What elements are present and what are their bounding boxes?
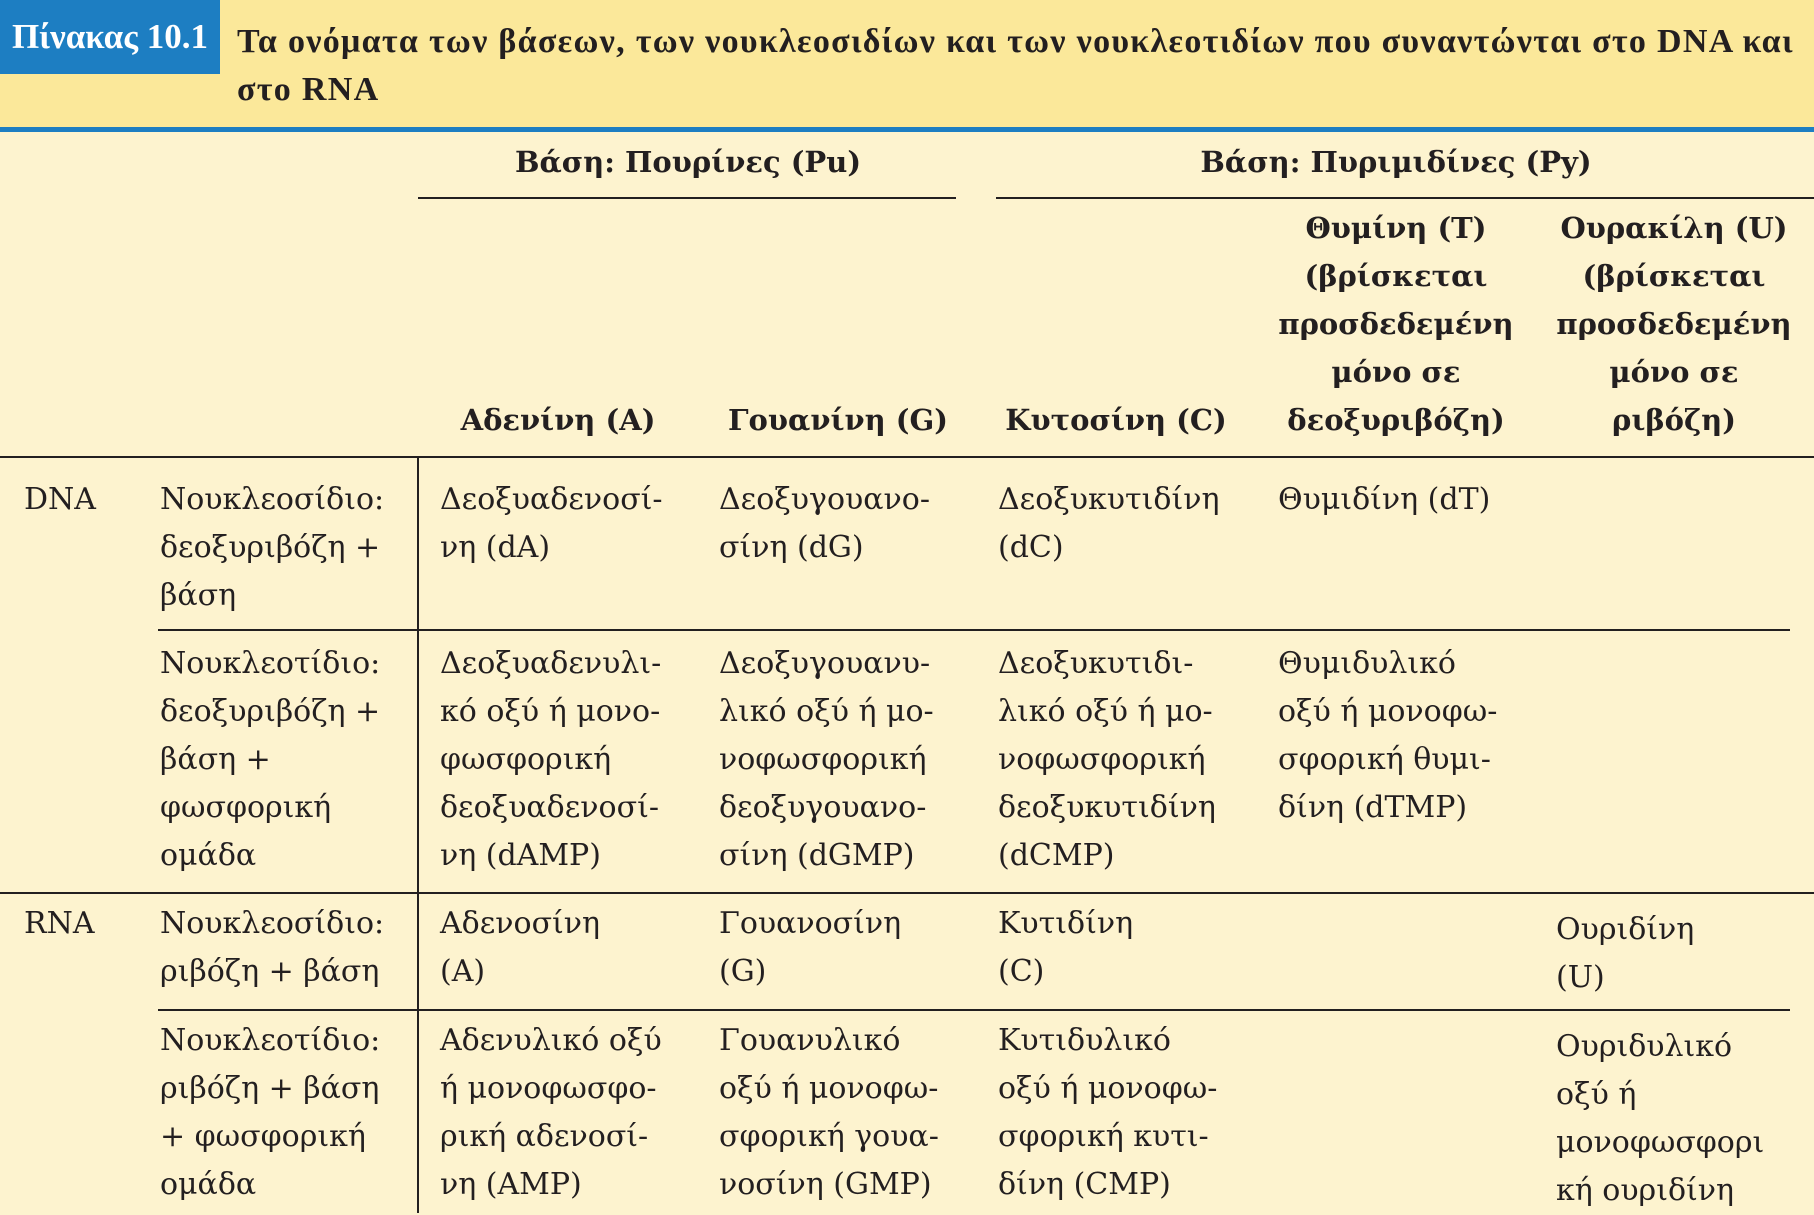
rna-nucleoside-adenine: Αδενοσίνη (A) <box>440 906 601 989</box>
dna-nucleotide-thymine: Θυμιδυλικό οξύ ή μονοφω- σφορική θυμι- δίνη (dTMP) <box>1278 646 1498 825</box>
rna-nucleoside-guanine: Γουανοσίνη (G) <box>719 906 902 989</box>
dna-nucleotide-cytosine: Δεοξυκυτιδι- λικό οξύ ή μο- νοφωσφορική δεοξυκυτιδίνη (dCMP) <box>998 646 1216 873</box>
column-header-cytosine: Κυτοσίνη (C) <box>1005 403 1227 437</box>
rna-nucleotide-cytosine: Κυτιδυλικό οξύ ή μονοφω- σφορική κυτι- δίνη (CMP) <box>998 1023 1218 1202</box>
table-title: Τα ονόματα των βάσεων, των νουκλεοσιδίων και των νουκλεοτιδίων που συναντώνται στο DNA και στο RNA <box>237 23 1794 108</box>
dna-nucleoside-guanine: Δεοξυγουανο- σίνη (dG) <box>719 482 930 565</box>
row-label-dna: DNA <box>24 482 96 517</box>
pyrimidines-group-underline <box>996 197 1814 199</box>
rna-inner-rule <box>158 1009 1790 1011</box>
dna-rna-divider <box>0 892 1814 894</box>
dna-nucleoside-description: Νουκλεοσίδιο: δεοξυριβόζη + βάση <box>160 482 385 613</box>
rna-nucleotide-adenine: Αδενυλικό οξύ ή μονοφωσφο- ρική αδενοσί- νη (AMP) <box>440 1023 662 1202</box>
column-header-guanine: Γουανίνη (G) <box>727 403 949 437</box>
purines-group-heading: Βάση: Πουρίνες (Pu) <box>514 145 862 179</box>
dna-inner-rule <box>158 629 1790 631</box>
rna-nucleotide-uracil: Ουριδυλικό οξύ ή μονοφωσφορι κή ουριδίνη <box>1556 1029 1765 1208</box>
column-header-adenine: Αδενίνη (A) <box>460 403 656 437</box>
rna-nucleoside-cytosine: Κυτιδίνη (C) <box>998 906 1134 989</box>
rna-nucleotide-description: Νουκλεοτίδιο: ριβόζη + βάση + φωσφορική ομάδα <box>160 1023 381 1202</box>
dna-nucleoside-adenine: Δεοξυαδενοσί- νη (dA) <box>440 482 663 565</box>
dna-nucleoside-cytosine: Δεοξυκυτιδίνη (dC) <box>998 482 1220 565</box>
column-header-thymine: Θυμίνη (T) (βρίσκεται προσδεδεμένη μόνο σε δεοξυριβόζη) <box>1278 211 1514 437</box>
dna-nucleotide-description: Νουκλεοτίδιο: δεοξυριβόζη + βάση + φωσφορική ομάδα <box>160 646 381 873</box>
dna-nucleoside-thymine: Θυμιδίνη (dT) <box>1278 482 1491 517</box>
row-label-rna: RNA <box>24 906 95 941</box>
row-header-divider <box>417 456 419 1213</box>
rna-nucleotide-guanine: Γουανυλικό οξύ ή μονοφω- σφορική γουα- νοσίνη (GMP) <box>719 1023 939 1202</box>
pyrimidines-group-heading: Βάση: Πυριμιδίνες (Py) <box>1200 145 1592 179</box>
header-bottom-rule <box>0 456 1814 458</box>
dna-nucleotide-adenine: Δεοξυαδενυλι- κό οξύ ή μονο- φωσφορική δεοξυαδενοσί- νη (dAMP) <box>440 646 662 873</box>
rna-nucleoside-description: Νουκλεοσίδιο: ριβόζη + βάση <box>160 906 385 989</box>
purines-group-underline <box>418 197 956 199</box>
rna-nucleoside-uracil: Ουριδίνη (U) <box>1556 912 1695 995</box>
column-header-uracil: Ουρακίλη (U) (βρίσκεται προσδεδεμένη μόνο σε ριβόζη) <box>1556 211 1792 437</box>
table-number-label: Πίνακας 10.1 <box>0 0 220 74</box>
table-header <box>0 0 1814 132</box>
dna-nucleotide-guanine: Δεοξυγουανυ- λικό οξύ ή μο- νοφωσφορική δεοξυγουανο- σίνη (dGMP) <box>719 646 934 873</box>
